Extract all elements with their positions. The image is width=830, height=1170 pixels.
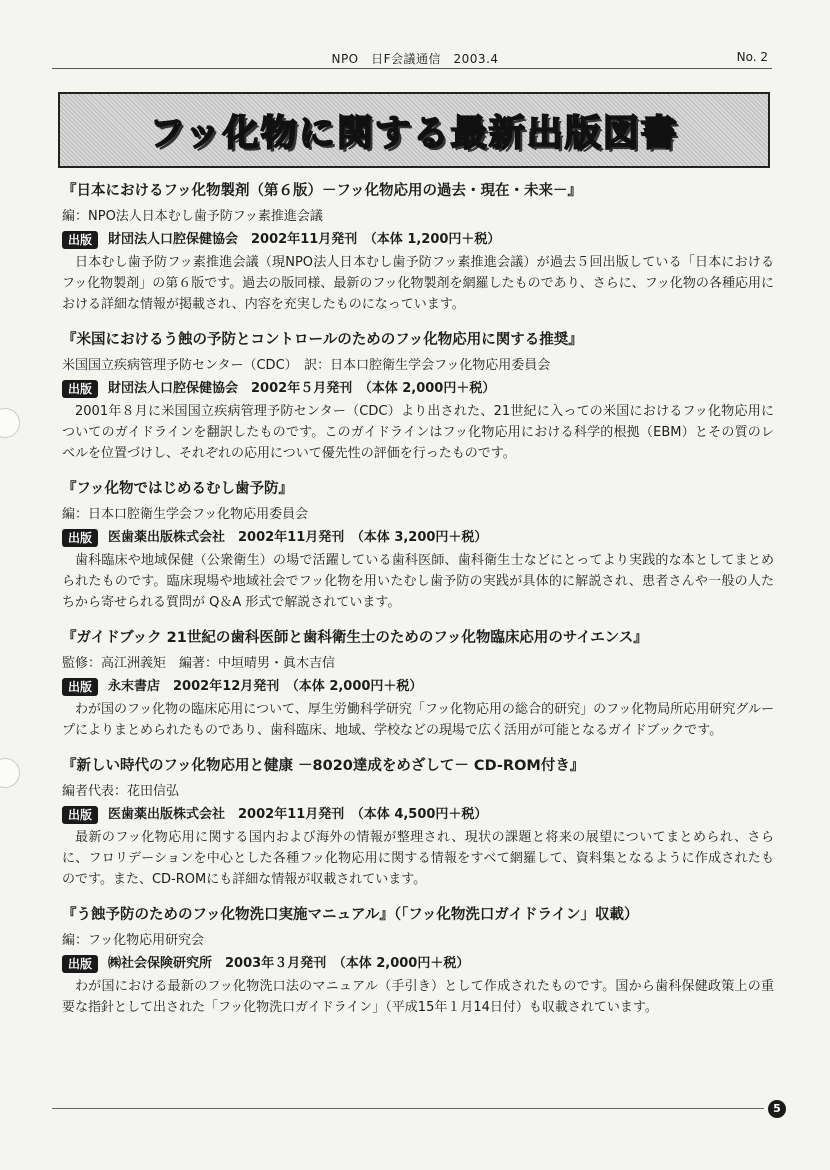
book-entry-3 xyxy=(62,478,774,613)
book-editor: 編：NPO法人日本むし歯予防フッ素推進会議 xyxy=(62,209,323,224)
publish-badge: 出版 xyxy=(62,955,98,973)
publisher-info: 財団法人口腔保健協会 2002年５月発刊 （本体 2,000円＋税） xyxy=(108,381,496,396)
publication-line xyxy=(62,677,774,697)
publication-line xyxy=(62,528,774,548)
book-entry-6 xyxy=(62,904,774,1018)
book-entry-4 xyxy=(62,627,774,741)
header-rule xyxy=(52,68,772,69)
book-title: 『フッ化物ではじめるむし歯予防』 xyxy=(62,481,293,497)
book-editor: 米国国立疾病管理予防センター（CDC） 訳：日本口腔衛生学会フッ化物応用委員会 xyxy=(62,358,551,373)
page-number: 5 xyxy=(768,1100,786,1118)
punch-hole-top xyxy=(0,408,20,438)
book-description: わが国における最新のフッ化物洗口法のマニュアル（手引き）として作成されたものです。国から歯科保健政策上の重要な指針として出された「フッ化物洗口ガイドライン」（平成15年１月14日付）も収載されています。 xyxy=(62,979,774,1015)
book-description: 2001年８月に米国国立疾病管理予防センター（CDC）より出された、21世紀に入っての米国におけるフッ化物応用についてのガイドラインを翻訳したものです。このガイドラインはフッ化物応用における科学的根拠（EBM）とその質のレベルを位置づけし、それぞれの応用について優先性の評価を行ったものです。 xyxy=(62,404,774,461)
book-entry-2 xyxy=(62,329,774,464)
page-title: フッ化物に関する最新出版図書 xyxy=(149,112,679,154)
publication-line xyxy=(62,805,774,825)
publish-badge: 出版 xyxy=(62,678,98,696)
publisher-info: 医歯薬出版株式会社 2002年11月発刊 （本体 3,200円＋税） xyxy=(108,530,488,545)
book-title: 『日本におけるフッ化物製剤（第６版）－フッ化物応用の過去・現在・未来－』 xyxy=(62,183,582,199)
publish-badge: 出版 xyxy=(62,231,98,249)
book-description: 歯科臨床や地域保健（公衆衛生）の場で活躍している歯科医師、歯科衛生士などにとってより実践的な本としてまとめられたものです。臨床現場や地域社会でフッ化物を用いたむし歯予防の実践が具体的に解説され、患者さんや一般の人たちから寄せられる質問が Q＆A 形式で解説されています。 xyxy=(62,553,774,610)
book-editor: 編：日本口腔衛生学会フッ化物応用委員会 xyxy=(62,507,309,522)
publish-badge: 出版 xyxy=(62,380,98,398)
publisher-info: ㈱社会保険研究所 2003年３月発刊 （本体 2,000円＋税） xyxy=(108,956,470,971)
book-description: わが国のフッ化物の臨床応用について、厚生労働科学研究「フッ化物応用の総合的研究」のフッ化物局所応用研究グループによりまとめられたものであり、歯科臨床、地域、学校などの現場で広く活用が可能となるガイドブックです。 xyxy=(62,702,774,738)
publisher-info: 永末書店 2002年12月発刊 （本体 2,000円＋税） xyxy=(108,679,423,694)
book-title: 『新しい時代のフッ化物応用と健康 －8020達成をめざして－ CD-ROM付き』 xyxy=(62,758,585,774)
publisher-info: 財団法人口腔保健協会 2002年11月発刊 （本体 1,200円＋税） xyxy=(108,232,501,247)
book-editor: 監修：高江洲義矩 編著：中垣晴男・眞木吉信 xyxy=(62,656,336,671)
book-title: 『ガイドブック 21世紀の歯科医師と歯科衛生士のためのフッ化物臨床応用のサイエンス』 xyxy=(62,630,648,646)
header-issue: No. 2 xyxy=(736,50,768,64)
punch-hole-bottom xyxy=(0,758,20,788)
book-entry-1 xyxy=(62,180,774,315)
title-banner xyxy=(58,92,770,168)
book-editor: 編者代表：花田信弘 xyxy=(62,784,180,799)
publication-line xyxy=(62,230,774,250)
header-publication: NPO 日F会議通信 2003.4 xyxy=(331,52,499,66)
book-title: 『う蝕予防のためのフッ化物洗口実施マニュアル』（「フッ化物洗口ガイドライン」収載） xyxy=(62,907,639,923)
book-list xyxy=(62,180,774,1032)
publication-line xyxy=(62,379,774,399)
book-description: 最新のフッ化物応用に関する国内および海外の情報が整理され、現状の課題と将来の展望についてまとめられ、さらに、フロリデーションを中心とした各種フッ化物応用に関する情報をすべて網羅して、資料集となるように作成されたものです。また、CD-ROMにも詳細な情報が収載されています。 xyxy=(62,830,774,887)
publication-line xyxy=(62,954,774,974)
publish-badge: 出版 xyxy=(62,806,98,824)
book-title: 『米国におけるう蝕の予防とコントロールのためのフッ化物応用に関する推奨』 xyxy=(62,332,583,348)
book-editor: 編：フッ化物応用研究会 xyxy=(62,933,205,948)
book-entry-5 xyxy=(62,755,774,890)
book-description: 日本むし歯予防フッ素推進会議（現NPO法人日本むし歯予防フッ素推進会議）が過去５回出版している「日本におけるフッ化物製剤」の第６版です。過去の版同様、最新のフッ化物製剤を網羅したものであり、さらに、フッ化物の各種応用における詳細な情報が掲載され、内容を充実したものになっています。 xyxy=(62,255,774,312)
publisher-info: 医歯薬出版株式会社 2002年11月発刊 （本体 4,500円＋税） xyxy=(108,807,488,822)
publish-badge: 出版 xyxy=(62,529,98,547)
footer-rule xyxy=(52,1108,764,1109)
